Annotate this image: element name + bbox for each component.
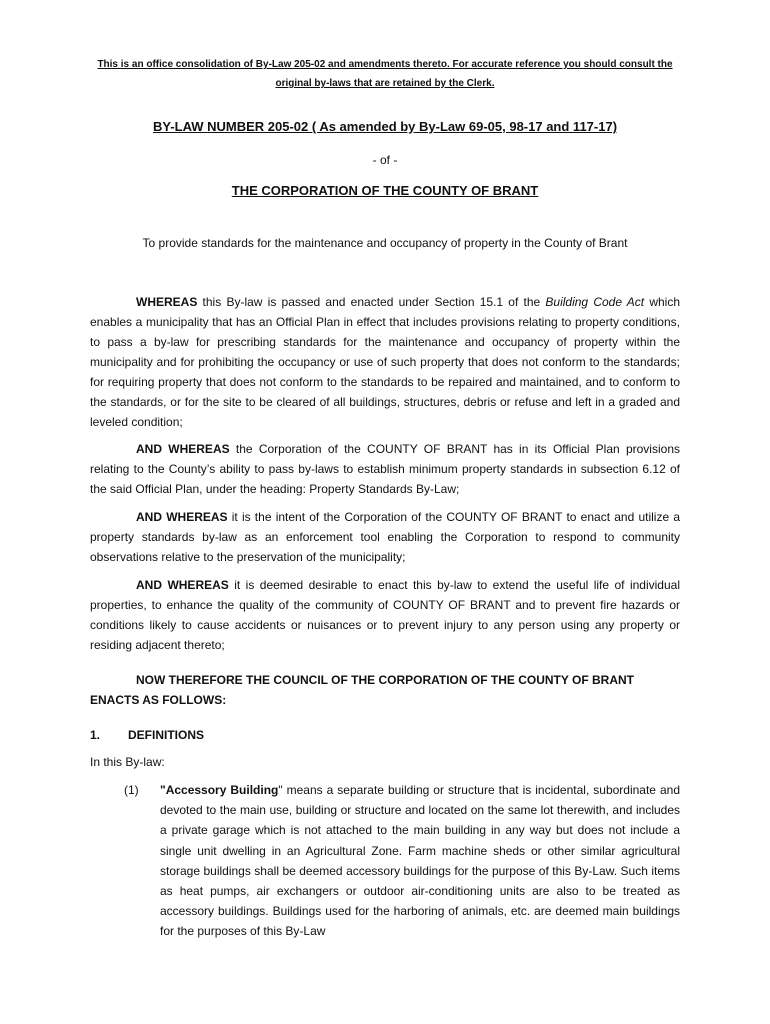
whereas-text-post: which enables a municipality that has an Official Plan in effect that includes provisions relating to property conditions, to pass a by-law for prescribing standards for the maintenance and occupancy of property within the municipality and for prohibiting the occupancy or use of such property that does not conform to the standards; for requiring property that does not conform to the standards to be repaired and maintained, and to conform to the standards, or for the site to be cleared of all buildings, structures, debris or refuse and left in a graded and leveled condition; (90, 295, 680, 429)
purpose-statement: To provide standards for the maintenance and occupancy of property in the County of Brant (142, 236, 628, 250)
whereas-paragraph-1 (90, 292, 680, 432)
notice-line-1: This is an office consolidation of By-Law 205-02 and amendments thereto. For accurate reference you should consult the (97, 59, 673, 70)
bylaw-title: BY-LAW NUMBER 205-02 ( As amended by By-Law 69-05, 98-17 and 117-17) (152, 119, 618, 134)
definitions-intro: In this By-law: (90, 755, 165, 769)
whereas-paragraph-2 (90, 439, 680, 499)
whereas-lead: WHEREAS (136, 295, 198, 309)
whereas-lead: AND WHEREAS (136, 578, 229, 592)
whereas-paragraph-4 (90, 575, 680, 655)
section-title: DEFINITIONS (128, 728, 205, 742)
whereas-text: it is the intent of the Corporation of the COUNTY OF BRANT to enact and utilize a property standards by-law as an enforcement tool enabling the Corporation to respond to community observations relative to the preservation of the municipality; (90, 510, 681, 564)
definition-number: (1) (124, 783, 139, 797)
corporation-heading: THE CORPORATION OF THE COUNTY OF BRANT (231, 183, 539, 198)
whereas-paragraph-3 (90, 507, 680, 567)
consolidation-notice (90, 55, 680, 93)
section-number: 1. (90, 728, 101, 742)
section-heading (90, 726, 204, 744)
act-name: Building Code Act (545, 295, 645, 309)
whereas-lead: AND WHEREAS (136, 442, 230, 456)
whereas-text-pre: this By-law is passed and enacted under Section 15.1 of the (197, 295, 546, 309)
notice-line-2: original by-laws that are retained by the Clerk. (275, 78, 495, 89)
whereas-text: the Corporation of the COUNTY OF BRANT has in its Official Plan provisions relating to the County’s ability to pass by-laws to establish minimum property standards in subsection 6.12 of the said Official Plan, under the heading: Property Standards By-Law; (90, 442, 680, 496)
definition-term: "Accessory Building (160, 783, 279, 797)
definition-item (160, 780, 680, 942)
whereas-lead: AND WHEREAS (136, 510, 228, 524)
of-separator: - of - (372, 153, 398, 167)
definition-text: " means a separate building or structure that is incidental, subordinate and devoted to the main use, building or structure and located on the same lot therewith, and includes a private garage which is not attached to the main building in any way but does not include a single unit dwelling in an Agricultural Zone. Farm machine sheds or other similar agricultural storage buildings shall be deemed accessory buildings for the purpose of this By-Law. Such items as heat pumps, air exchangers or outdoor air-conditioning units are also to be treated as accessory buildings. Buildings used for the harboring of animals, etc. are deemed main buildings for the purposes of this By-Law (160, 783, 680, 939)
whereas-text: it is deemed desirable to enact this by-law to extend the useful life of individual properties, to enhance the quality of the community of COUNTY OF BRANT and to prevent fire hazards or conditions likely to cause accidents or nuisances or to prevent injury to any person using any property or residing adjacent thereto; (90, 578, 680, 652)
enacting-clause: NOW THEREFORE THE COUNCIL OF THE CORPORATION OF THE COUNTY OF BRANT ENACTS AS FOLLOWS: (90, 673, 634, 707)
